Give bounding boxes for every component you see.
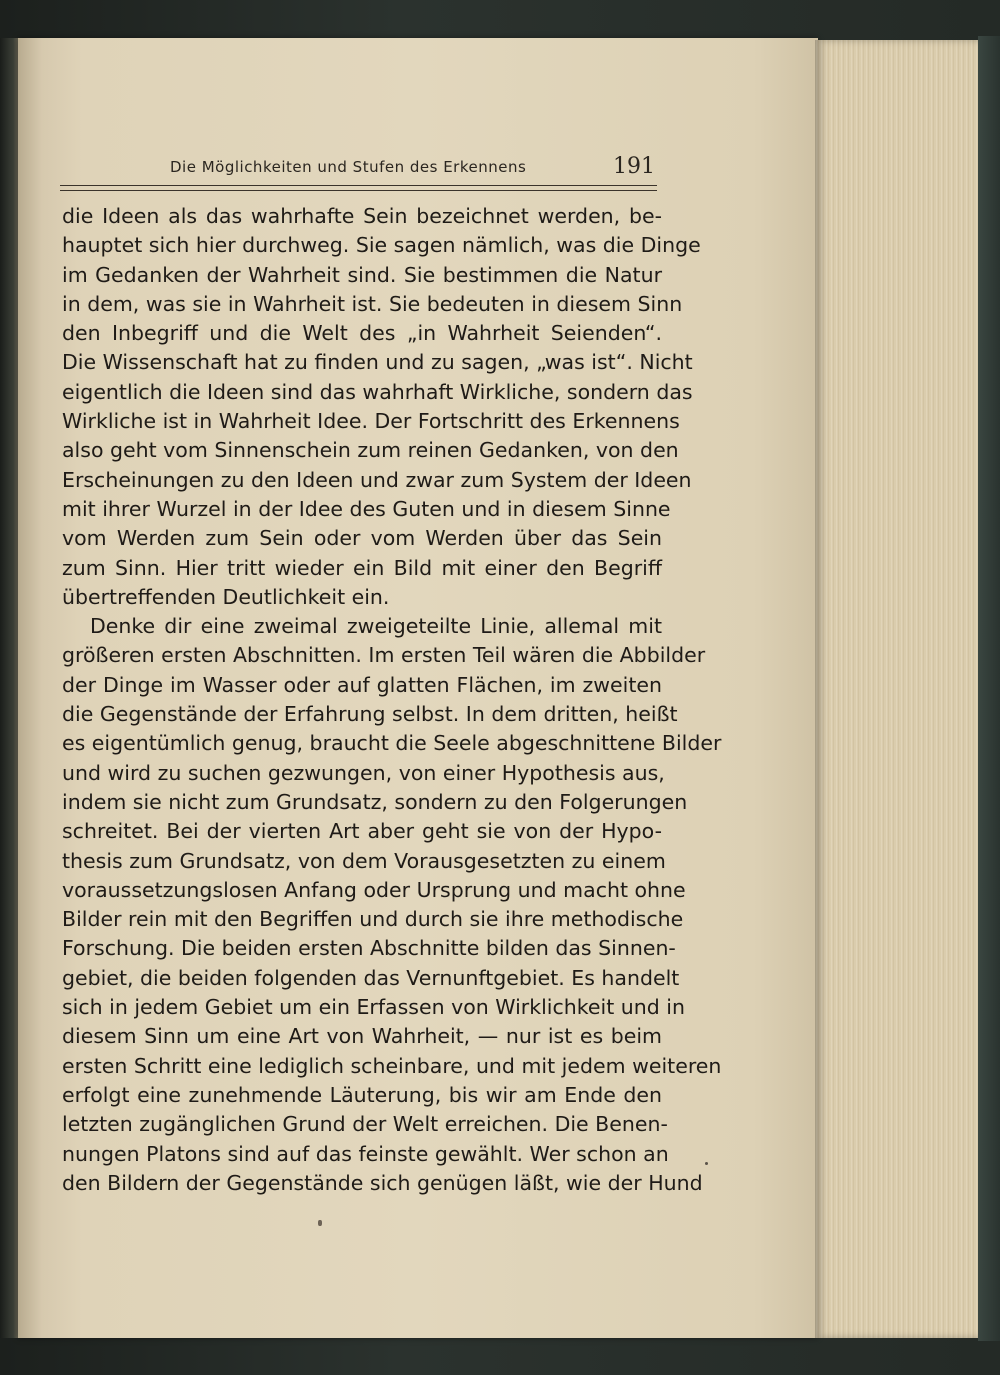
header-rule-thin (60, 190, 657, 191)
text-line: letzten zugänglichen Grund der Welt erreichen. Die Benen- (62, 1112, 668, 1137)
text-line: in dem, was sie in Wahrheit ist. Sie bedeuten in diesem Sinn (62, 291, 683, 316)
text-line: Wirkliche ist in Wahrheit Idee. Der Fortschritt des Erkennens (62, 409, 680, 434)
text-line: größeren ersten Abschnitten. Im ersten Teil wären die Abbilder (62, 643, 706, 668)
text-line: den Inbegriff und die Welt des „in Wahrheit Seienden“. (62, 321, 662, 346)
text-line: den Bildern der Gegenstände sich genügen läßt, wie der Hund (62, 1170, 703, 1195)
text-line: sich in jedem Gebiet um ein Erfassen von Wirklichkeit und in (62, 995, 685, 1020)
text-line: voraussetzungslosen Anfang oder Ursprung und macht ohne (62, 877, 686, 902)
text-line: Forschung. Die beiden ersten Abschnitte bilden das Sinnen- (62, 936, 676, 961)
text-line: eigentlich die Ideen sind das wahrhaft Wirkliche, sondern das (62, 379, 693, 404)
text-line: gebiet, die beiden folgenden das Vernunftgebiet. Es handelt (62, 965, 680, 990)
running-header (60, 152, 657, 186)
text-line: hauptet sich hier durchweg. Sie sagen nämlich, was die Dinge (62, 233, 701, 258)
text-line: übertreffenden Deutlichkeit ein. (62, 584, 390, 609)
text-line: ersten Schritt eine lediglich scheinbare, und mit jedem weiteren (62, 1053, 722, 1078)
page-block-edges (815, 40, 991, 1338)
text-line: diesem Sinn um eine Art von Wahrheit, — nur ist es beim (62, 1024, 662, 1049)
text-line: indem sie nicht zum Grundsatz, sondern zu den Folgerungen (62, 789, 688, 814)
text-line: es eigentümlich genug, braucht die Seele abgeschnittene Bilder (62, 731, 722, 756)
page-speck (318, 1220, 322, 1226)
text-line: mit ihrer Wurzel in der Idee des Guten und in diesem Sinne (62, 496, 671, 521)
text-line: vom Werden zum Sein oder vom Werden über das Sein (62, 526, 662, 551)
text-line: Erscheinungen zu den Ideen und zwar zum System der Ideen (62, 467, 692, 492)
text-line: die Gegenstände der Erfahrung selbst. In dem dritten, heißt (62, 702, 678, 727)
text-line: thesis zum Grundsatz, von dem Vorausgesetzten zu einem (62, 848, 666, 873)
text-line: zum Sinn. Hier tritt wieder ein Bild mit einer den Begriff (62, 555, 662, 580)
text-line: erfolgt eine zunehmende Läuterung, bis wir am Ende den (62, 1082, 662, 1107)
book-cover-edge (978, 36, 1000, 1341)
text-line: die Ideen als das wahrhafte Sein bezeichnet werden, be- (62, 204, 662, 228)
text-line: also geht vom Sinnenschein zum reinen Gedanken, von den (62, 438, 679, 463)
header-rule-thick (60, 185, 657, 186)
text-line: Denke dir eine zweimal zweigeteilte Linie, allemal mit (90, 614, 662, 639)
body-text (62, 202, 722, 1198)
page-number: 191 (613, 154, 655, 179)
text-line: nungen Platons sind auf das feinste gewählt. Wer schon an (62, 1141, 669, 1166)
text-line: Die Wissenschaft hat zu finden und zu sagen, „was ist“. Nicht (62, 350, 693, 375)
running-header-title: Die Möglichkeiten und Stufen des Erkennens (170, 158, 527, 176)
text-line: Bilder rein mit den Begriffen und durch sie ihre methodische (62, 907, 684, 932)
page-speck (705, 1162, 708, 1165)
text-line: schreitet. Bei der vierten Art aber geht sie von der Hypo- (62, 819, 662, 844)
text-line: der Dinge im Wasser oder auf glatten Flächen, im zweiten (62, 672, 662, 697)
text-line: im Gedanken der Wahrheit sind. Sie bestimmen die Natur (62, 262, 662, 287)
text-line: und wird zu suchen gezwungen, von einer Hypothesis aus, (62, 760, 665, 785)
